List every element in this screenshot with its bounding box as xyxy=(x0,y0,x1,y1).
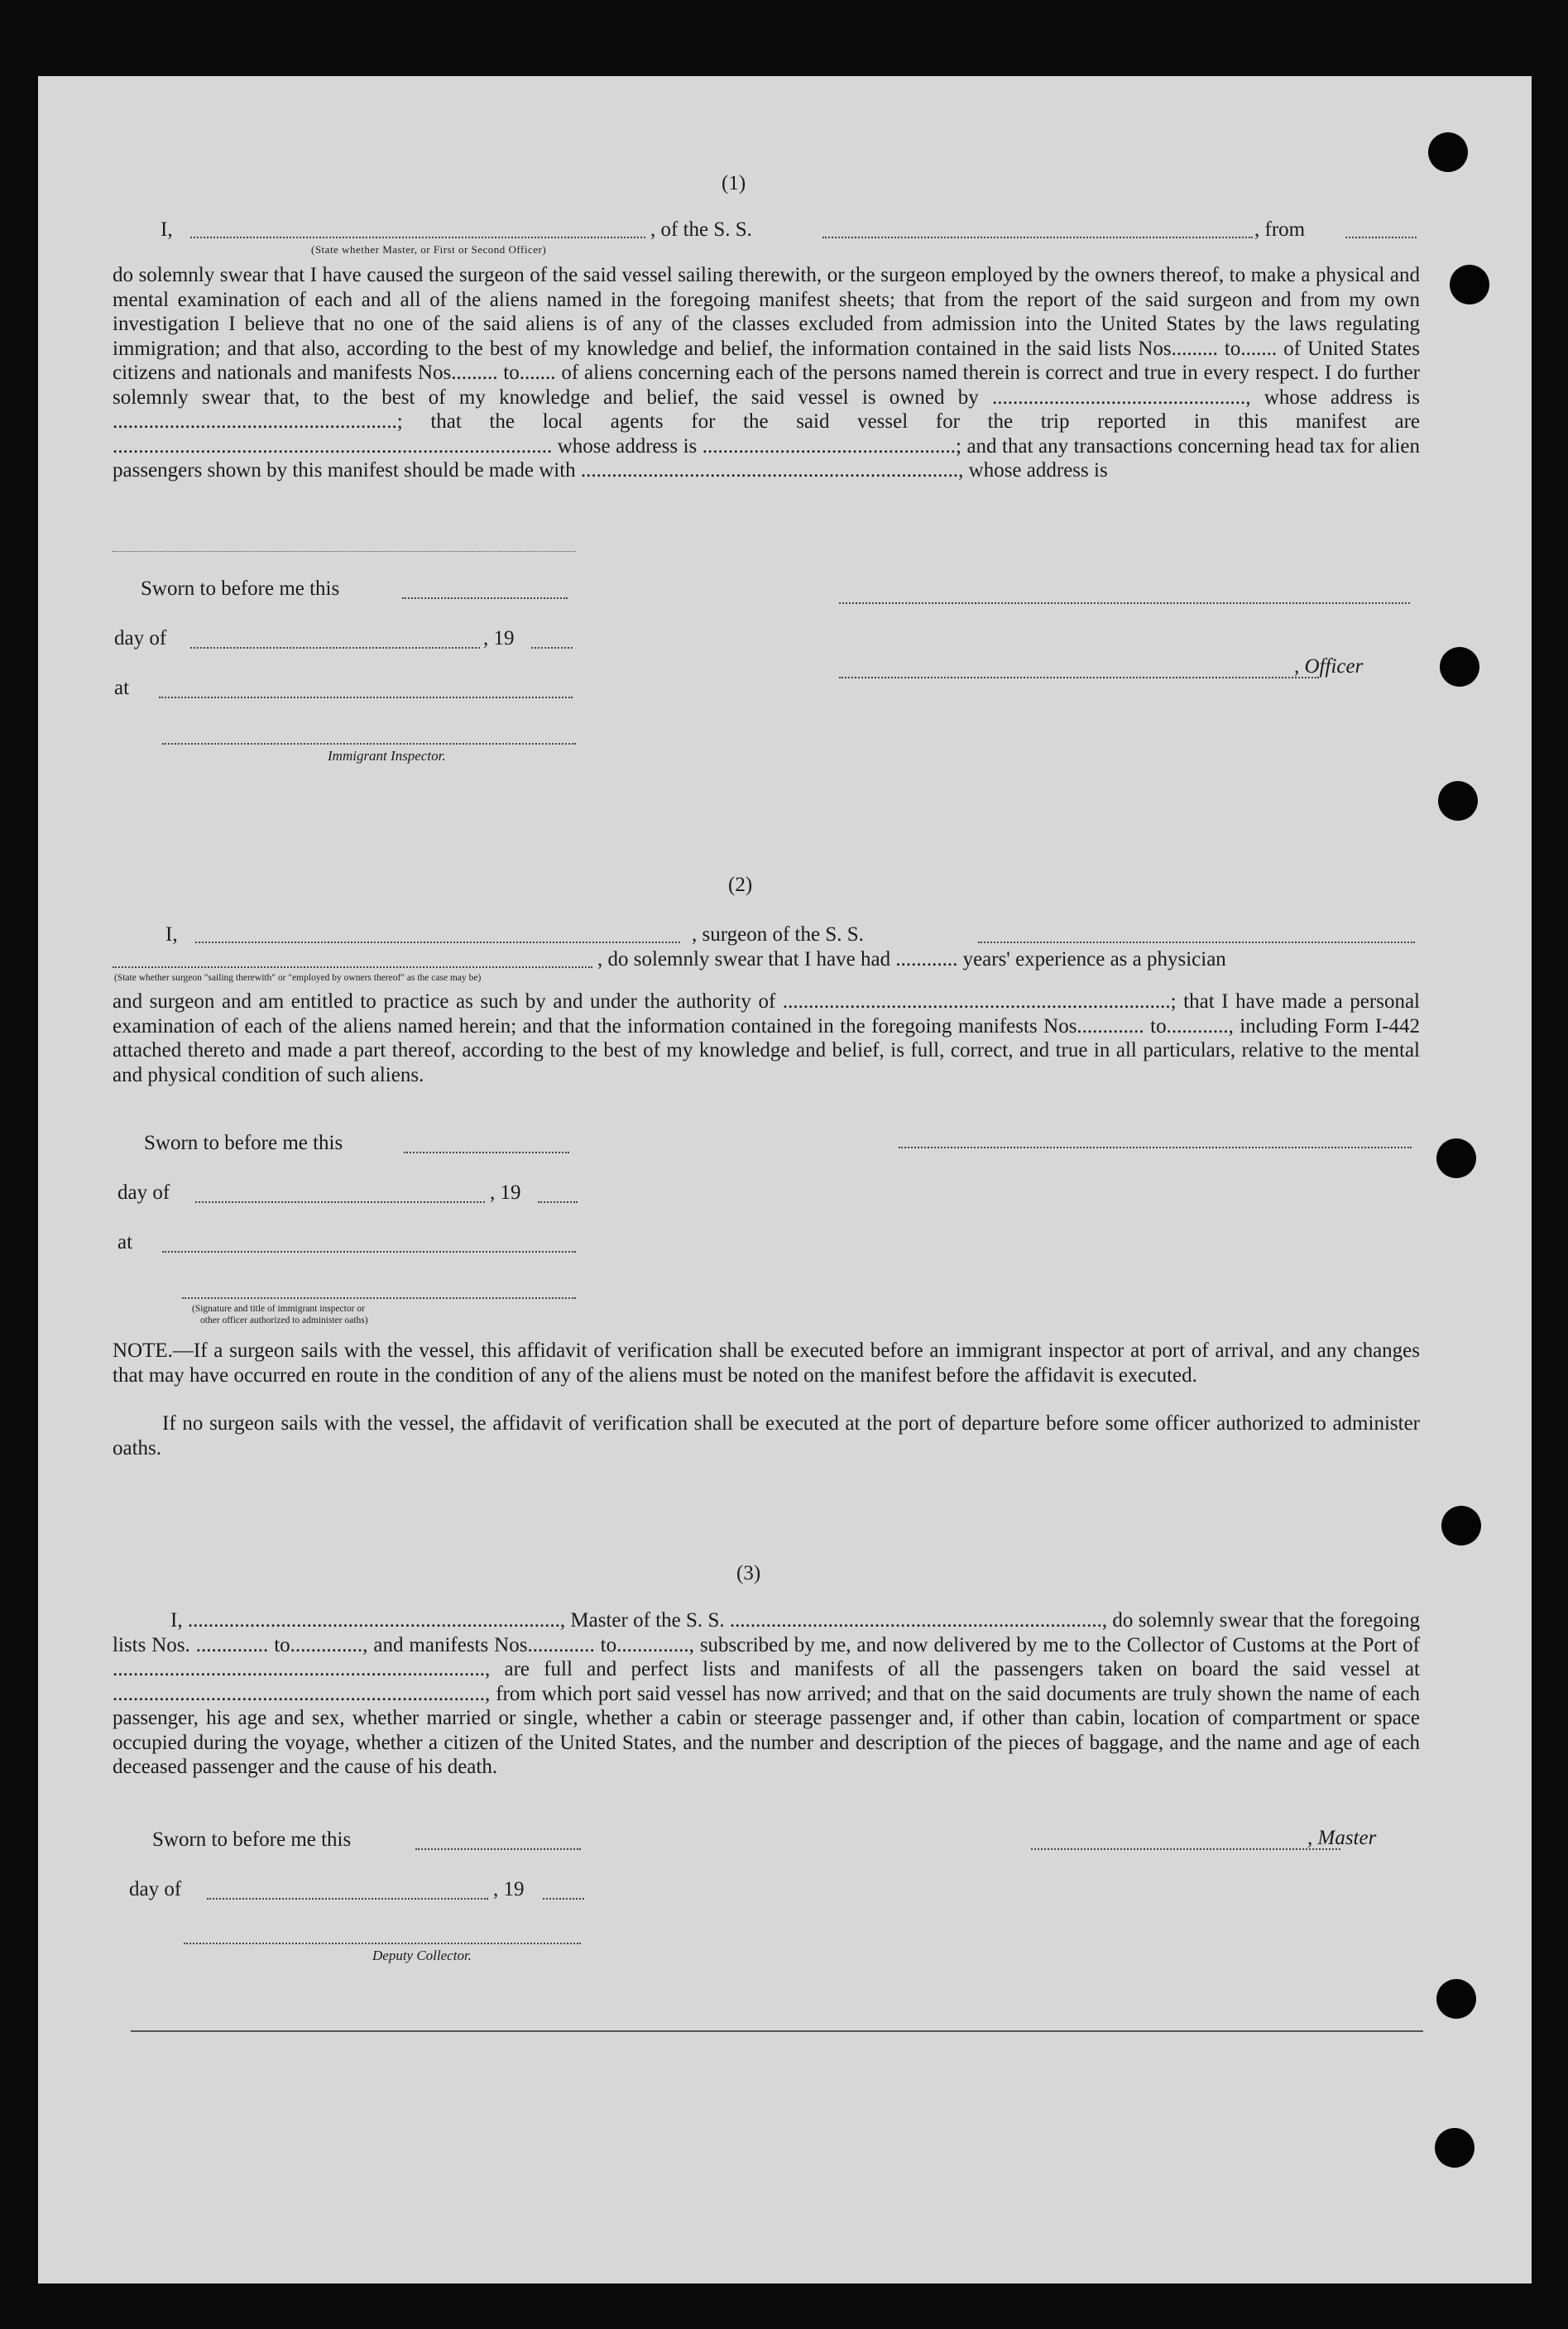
year-label-3: , 19 xyxy=(493,1878,525,1900)
i-label: I, xyxy=(161,218,173,241)
section-1-number: (1) xyxy=(722,172,746,194)
sworn-label-3: Sworn to before me this xyxy=(152,1828,352,1851)
day-of-label-2: day of xyxy=(117,1181,170,1204)
punch-hole xyxy=(1436,1138,1476,1178)
surgeon-of-ss-label: , surgeon of the S. S. xyxy=(692,923,864,946)
punch-hole xyxy=(1436,1979,1476,2019)
master-label: , Master xyxy=(1307,1827,1377,1849)
bottom-rule xyxy=(131,2030,1423,2032)
year-label-2: , 19 xyxy=(490,1181,521,1204)
year-label-1: , 19 xyxy=(483,627,515,649)
section-2-number: (2) xyxy=(728,874,753,896)
at-label-2: at xyxy=(117,1231,133,1253)
punch-hole xyxy=(1435,2128,1474,2168)
of-ss-label: , of the S. S. xyxy=(650,218,752,241)
from-label: , from xyxy=(1254,218,1306,241)
manifest-affidavit-sheet xyxy=(38,76,1532,2283)
punch-hole xyxy=(1450,265,1489,304)
punch-hole xyxy=(1438,781,1478,821)
deputy-collector-label: Deputy Collector. xyxy=(372,1948,472,1963)
day-of-label-3: day of xyxy=(129,1878,182,1900)
punch-hole xyxy=(1441,1506,1481,1545)
sworn-label-2: Sworn to before me this xyxy=(144,1132,343,1154)
state-whether-note: (State whether Master, or First or Second Officer) xyxy=(311,243,547,256)
no-surgeon-note: If no surgeon sails with the vessel, the affidavit of verification shall be executed at the port of departure before some officer authorized to administer oaths. xyxy=(113,1412,1420,1459)
punch-hole xyxy=(1440,647,1479,687)
surgeon-type-note: (State whether surgeon "sailing therewith" or "employed by owners thereof" as the case may be) xyxy=(114,973,482,983)
signature-note-1: (Signature and title of immigrant inspector or xyxy=(192,1304,365,1314)
day-of-label-1: day of xyxy=(114,627,167,649)
section-2-first-line xyxy=(165,923,1423,946)
surgeon-note: NOTE.—If a surgeon sails with the vessel, this affidavit of verification shall be executed before an immigrant inspector at port of arrival, and any changes that may have occurred en route in the condition of any of the aliens must be noted on the manifest before the affidavit is executed. xyxy=(113,1339,1420,1387)
sworn-label-1: Sworn to before me this xyxy=(141,577,340,600)
section-3-body: I, ........................................................................, Master of the S. S. ........................................................................, do solemnly swear that the foregoing lists Nos. .............. to.............., and manifests Nos............. to.............., subscribed by me, and now delivered by me to the Collector of Customs at the Port of ........................................................................, are full and perfect lists and manifests of all the passengers taken on board the said vessel at ........................................................................, from which port said vessel has now arrived; and that on the said documents are truly shown the name of each passenger, his age and sex, whether married or single, whether a cabin or steerage passenger and, if other than cabin, location of compartment or space occupied during the voyage, whether a citizen of the United States, and the number and description of the pieces of baggage, and the name and age of each deceased passenger and the cause of his death. xyxy=(113,1609,1420,1778)
section-1-body: do solemnly swear that I have caused the surgeon of the said vessel sailing therewith, or the surgeon employed by the owners thereof, to make a physical and mental examination of each and all of the aliens named in the foregoing manifest sheets; that from the report of the said surgeon and from my own investigation I believe that no one of the said aliens is of any of the classes excluded from admission into the United States by the laws regulating immigration; and that also, according to the best of my knowledge and belief, the information contained in the said lists Nos......... to....... of United States citizens and nationals and manifests Nos......... to....... of aliens concerning each of the persons named therein is correct and true in every respect. I do further solemnly swear that, to the best of my knowledge and belief, the said vessel is owned by ................................................., whose address is .......................................................; that the local agents for the said vessel for the trip reported in this manifest are ..................................................................................... whose address is .................................................; and that any transactions concerning head tax for alien passengers shown by this manifest should be made with ........................................................................., whose address is xyxy=(113,264,1420,482)
section-2-body: and surgeon and am entitled to practice as such by and under the authority of ...........................................................................; that I have made a personal examination of each of the aliens named herein; and that the information contained in the foregoing manifests Nos............. to............, including Form I-442 attached thereto and made a part thereof, according to the best of my knowledge and belief, is full, correct, and true in all particulars, relative to the mental and physical condition of such aliens. xyxy=(113,990,1420,1086)
section-3-number: (3) xyxy=(736,1562,761,1584)
officer-label: , Officer xyxy=(1294,655,1364,678)
section-1-first-line xyxy=(161,218,1418,242)
immigrant-inspector-label: Immigrant Inspector. xyxy=(328,748,446,764)
i-label-2: I, xyxy=(165,923,178,946)
punch-hole xyxy=(1428,132,1468,172)
signature-note-2: other officer authorized to administer oaths) xyxy=(200,1315,368,1325)
swear-experience-label: , do solemnly swear that I have had ............ years' experience as a physician xyxy=(597,948,1226,970)
at-label-1: at xyxy=(114,677,130,699)
